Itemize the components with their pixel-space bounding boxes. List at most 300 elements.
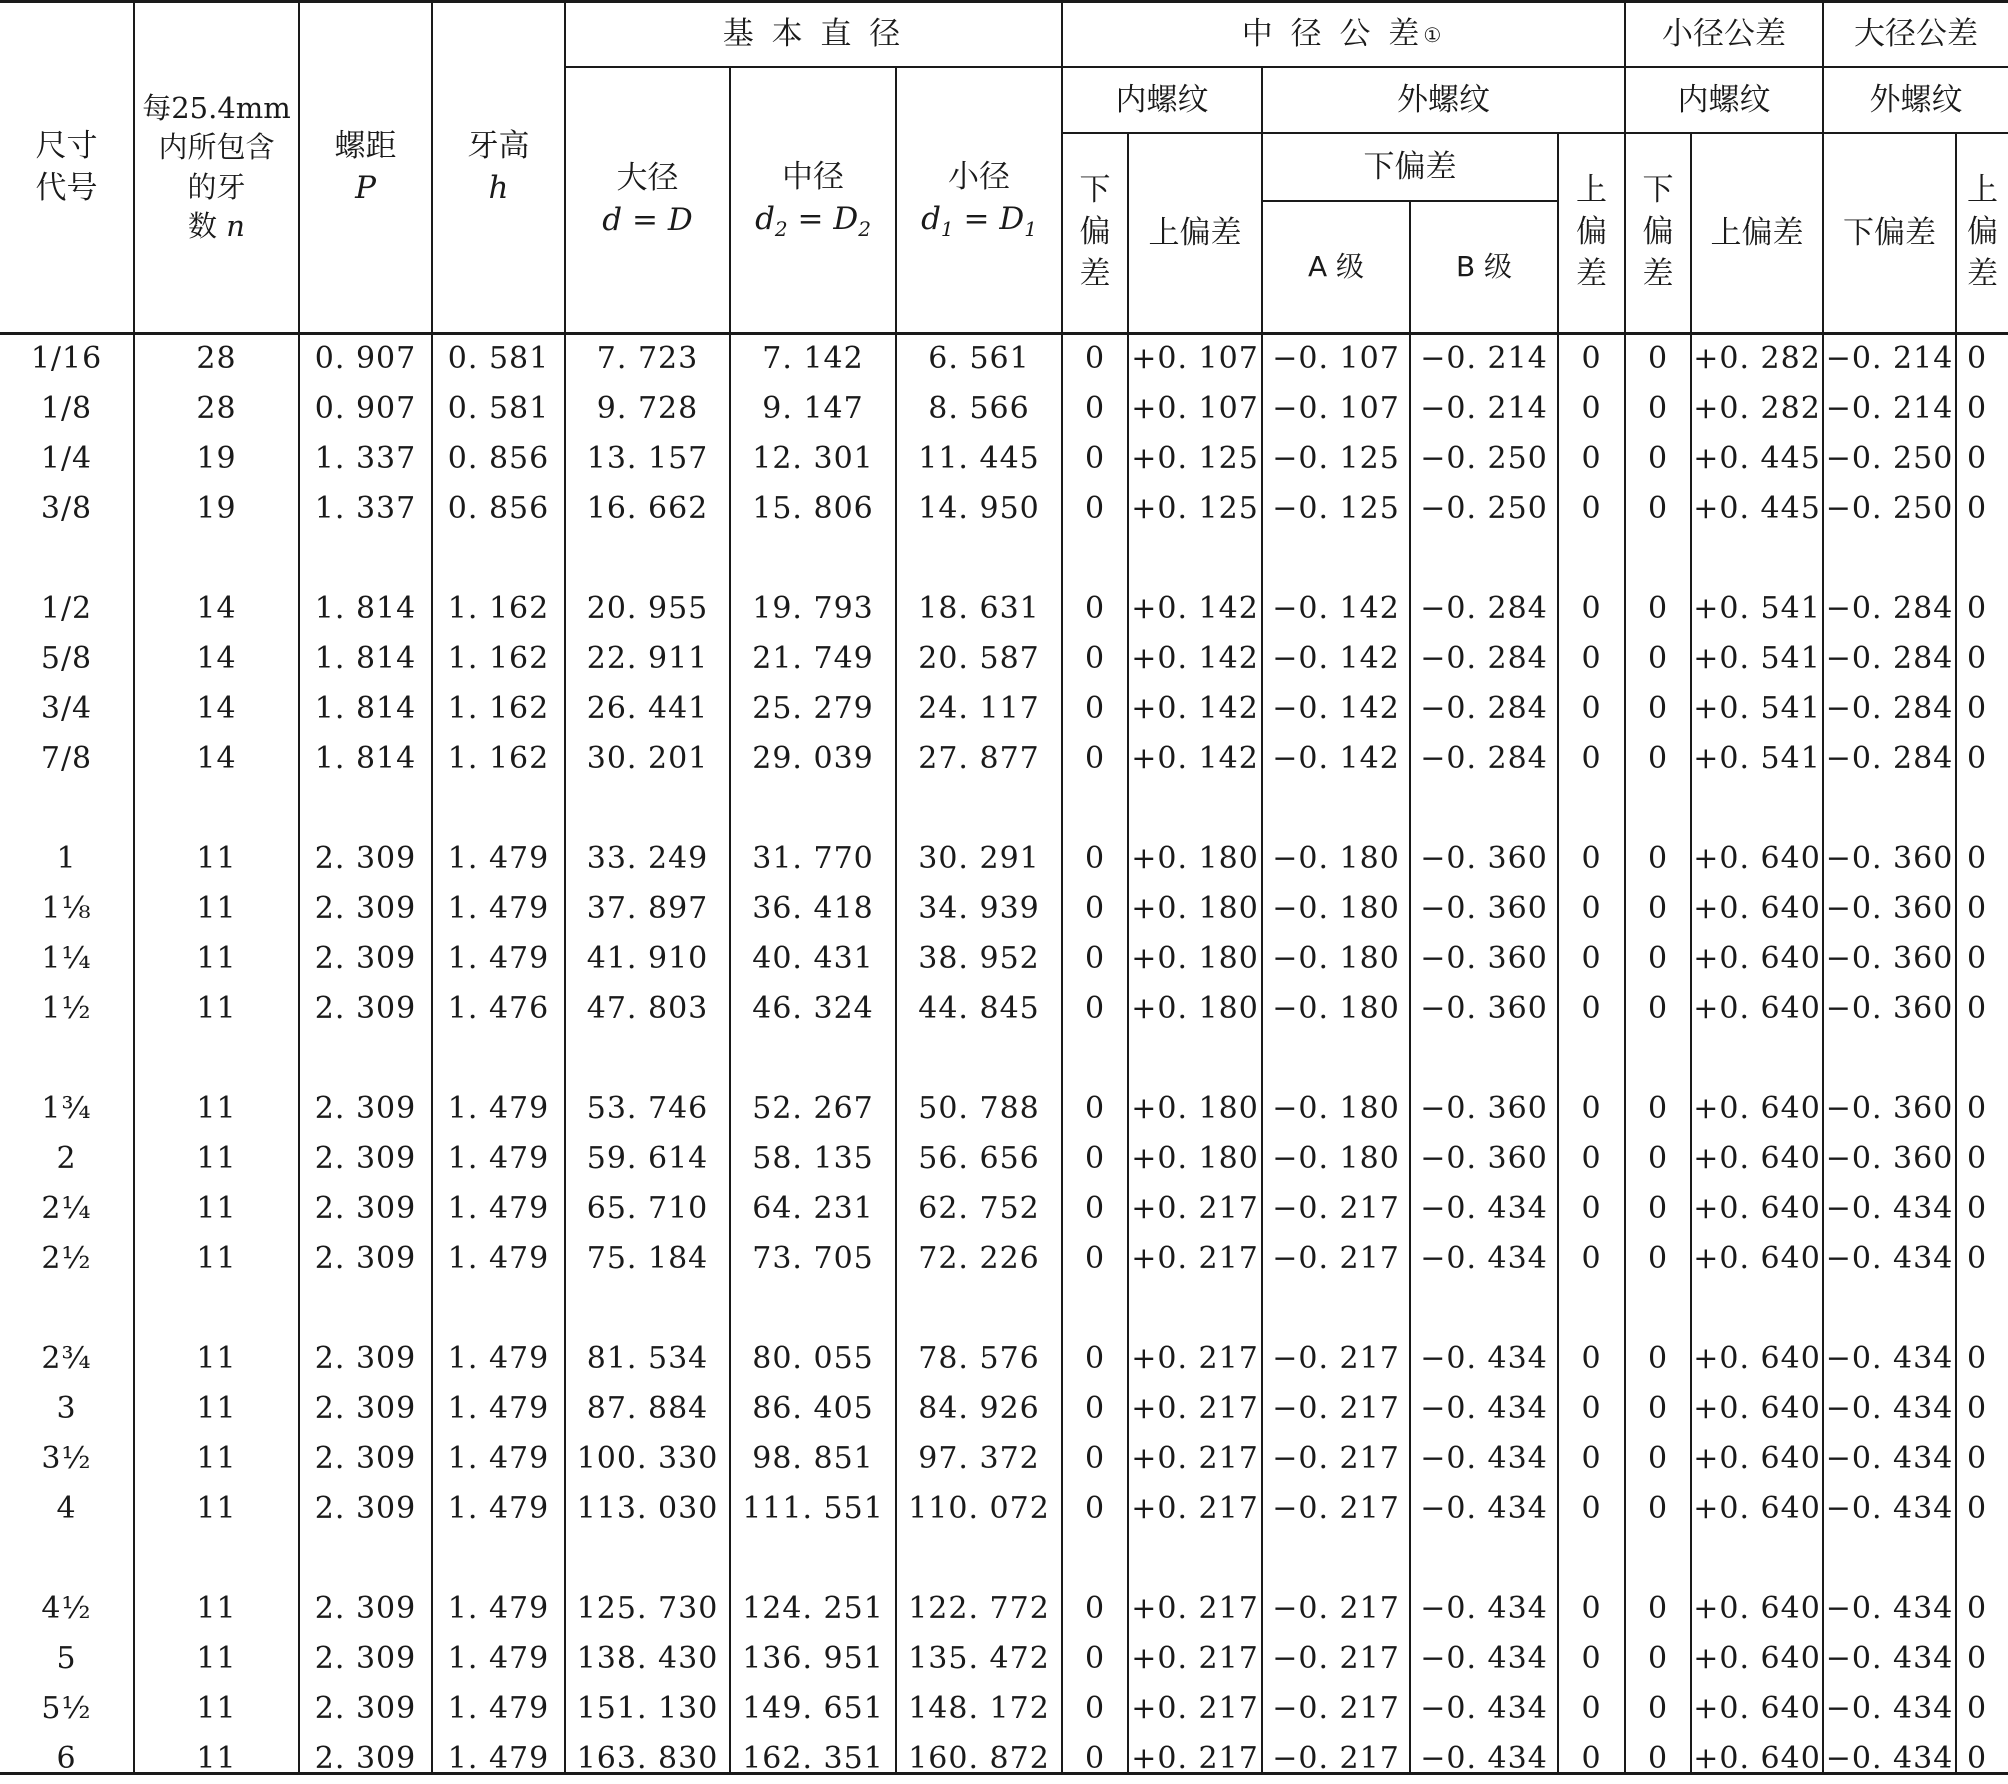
header-pt-internal: 内螺纹 — [1115, 81, 1209, 118]
cell-threads-per-inch: 28 — [196, 341, 237, 376]
cell-pitch-diameter: 36. 418 — [752, 891, 874, 926]
cell-pt-ext-lower-a: −0. 217 — [1272, 1491, 1400, 1526]
cell-minor-lower: 0 — [1647, 641, 1669, 676]
cell-minor-diameter: 30. 291 — [918, 841, 1040, 876]
cell-size-code: 5 — [56, 1641, 77, 1676]
cell-size-code: 1 — [56, 841, 77, 876]
cell-major-upper: 0 — [1967, 1391, 1988, 1426]
cell-pt-int-upper: +0. 217 — [1131, 1741, 1259, 1776]
cell-minor-upper: +0. 282 — [1693, 391, 1821, 426]
cell-pitch-diameter: 64. 231 — [752, 1191, 874, 1226]
cell-major-upper: 0 — [1967, 991, 1988, 1026]
cell-pt-int-lower: 0 — [1084, 1441, 1106, 1476]
cell-major-diameter: 37. 897 — [586, 891, 709, 926]
cell-minor-diameter: 38. 952 — [918, 941, 1040, 976]
cell-thread-height: 1. 479 — [447, 1091, 550, 1126]
cell-pt-ext-lower-a: −0. 180 — [1272, 841, 1400, 876]
cell-thread-height: 1. 479 — [447, 1441, 550, 1476]
cell-major-lower: −0. 284 — [1825, 691, 1954, 726]
cell-pt-int-upper: +0. 217 — [1131, 1191, 1259, 1226]
cell-pt-ext-upper: 0 — [1581, 1641, 1602, 1676]
cell-pitch: 1. 814 — [314, 741, 417, 776]
cell-pt-int-upper: +0. 217 — [1131, 1691, 1259, 1726]
cell-threads-per-inch: 11 — [196, 1591, 237, 1626]
cell-thread-height: 1. 479 — [447, 1141, 550, 1176]
cell-minor-lower: 0 — [1647, 1441, 1669, 1476]
cell-minor-diameter: 50. 788 — [918, 1091, 1040, 1126]
cell-minor-lower: 0 — [1647, 691, 1669, 726]
header-pitch-tolerance: 中 径 公 差 ① — [1241, 16, 1446, 53]
cell-major-diameter: 16. 662 — [586, 491, 709, 526]
cell-pitch-diameter: 29. 039 — [752, 741, 874, 776]
cell-pt-ext-lower-b: −0. 284 — [1420, 691, 1548, 726]
cell-thread-height: 1. 479 — [447, 1741, 550, 1776]
header-grade-b: B 级 — [1455, 249, 1513, 283]
cell-pt-int-upper: +0. 180 — [1131, 1091, 1259, 1126]
cell-size-code: 2½ — [41, 1241, 92, 1276]
cell-major-diameter: 59. 614 — [586, 1141, 709, 1176]
cell-pt-int-lower: 0 — [1084, 1341, 1106, 1376]
cell-threads-per-inch: 11 — [196, 891, 237, 926]
cell-pt-ext-lower-b: −0. 360 — [1420, 941, 1548, 976]
header-grade-a: A 级 — [1307, 249, 1365, 283]
cell-pt-int-lower: 0 — [1084, 641, 1106, 676]
cell-pitch: 1. 814 — [314, 591, 417, 626]
cell-thread-height: 1. 479 — [447, 1491, 550, 1526]
cell-major-diameter: 47. 803 — [586, 991, 709, 1026]
footnote-mark: ① — [1423, 22, 1446, 47]
cell-pt-ext-lower-a: −0. 217 — [1272, 1241, 1400, 1276]
header-pt-external: 外螺纹 — [1397, 81, 1490, 118]
cell-minor-upper: +0. 640 — [1693, 1691, 1821, 1726]
cell-minor-upper: +0. 640 — [1693, 1641, 1821, 1676]
cell-minor-diameter: 148. 172 — [908, 1691, 1050, 1726]
cell-major-diameter: 30. 201 — [586, 741, 709, 776]
cell-pitch: 2. 309 — [314, 1641, 417, 1676]
cell-threads-per-inch: 11 — [196, 991, 237, 1026]
cell-size-code: 3½ — [41, 1441, 92, 1476]
cell-minor-upper: +0. 640 — [1693, 1441, 1821, 1476]
cell-major-lower: −0. 434 — [1825, 1641, 1954, 1676]
cell-threads-per-inch: 11 — [196, 1141, 237, 1176]
cell-pt-ext-lower-b: −0. 434 — [1420, 1741, 1548, 1776]
cell-pt-ext-upper: 0 — [1581, 1141, 1602, 1176]
cell-pitch-diameter: 12. 301 — [752, 441, 874, 476]
header-major-upper: 上 偏 差 — [1967, 172, 1998, 292]
cell-minor-diameter: 62. 752 — [918, 1191, 1040, 1226]
cell-pt-int-lower: 0 — [1084, 591, 1106, 626]
cell-pt-ext-upper: 0 — [1581, 591, 1602, 626]
cell-pt-int-lower: 0 — [1084, 1591, 1106, 1626]
cell-major-lower: −0. 284 — [1825, 591, 1954, 626]
cell-thread-height: 1. 479 — [447, 1591, 550, 1626]
cell-minor-lower: 0 — [1647, 1341, 1669, 1376]
cell-pitch-diameter: 136. 951 — [742, 1641, 884, 1676]
cell-size-code: 1¾ — [41, 1091, 92, 1126]
cell-size-code: 2 — [56, 1141, 77, 1176]
header-major-external: 外螺纹 — [1869, 81, 1963, 118]
cell-size-code: 3/8 — [40, 491, 93, 526]
header-pt-ext-lower: 下偏差 — [1363, 148, 1457, 185]
cell-major-upper: 0 — [1967, 1241, 1988, 1276]
cell-pt-int-upper: +0. 217 — [1131, 1641, 1259, 1676]
cell-minor-lower: 0 — [1647, 841, 1669, 876]
cell-threads-per-inch: 11 — [196, 841, 237, 876]
header-major-tolerance: 大径公差 — [1854, 16, 1978, 53]
cell-pt-ext-lower-a: −0. 217 — [1272, 1641, 1400, 1676]
cell-pitch: 2. 309 — [314, 991, 417, 1026]
cell-pt-ext-upper: 0 — [1581, 341, 1602, 376]
cell-pt-ext-upper: 0 — [1581, 1241, 1602, 1276]
cell-pt-int-upper: +0. 142 — [1131, 641, 1259, 676]
cell-pt-int-upper: +0. 217 — [1131, 1591, 1259, 1626]
cell-pt-ext-lower-a: −0. 180 — [1272, 1091, 1400, 1126]
cell-pitch-diameter: 21. 749 — [752, 641, 874, 676]
cell-minor-upper: +0. 640 — [1693, 1591, 1821, 1626]
cell-pitch: 2. 309 — [314, 1591, 417, 1626]
header-basic-diameter: 基 本 直 径 — [722, 16, 905, 53]
header-pt-int-upper: 上偏差 — [1148, 214, 1242, 251]
cell-major-lower: −0. 434 — [1825, 1241, 1954, 1276]
cell-size-code: 3/4 — [40, 691, 93, 726]
cell-pt-ext-lower-b: −0. 360 — [1420, 841, 1548, 876]
cell-major-diameter: 22. 911 — [586, 641, 709, 676]
cell-major-diameter: 20. 955 — [586, 591, 709, 626]
cell-threads-per-inch: 28 — [196, 391, 237, 426]
cell-threads-per-inch: 14 — [196, 691, 237, 726]
cell-pt-ext-upper: 0 — [1581, 1391, 1602, 1426]
cell-pt-ext-lower-a: −0. 107 — [1272, 341, 1400, 376]
cell-pitch: 2. 309 — [314, 841, 417, 876]
cell-size-code: 2¼ — [41, 1191, 92, 1226]
cell-pitch: 2. 309 — [314, 1691, 417, 1726]
cell-major-upper: 0 — [1967, 591, 1988, 626]
header-minor-lower: 下 偏 差 — [1642, 172, 1674, 292]
cell-pt-int-lower: 0 — [1084, 991, 1106, 1026]
cell-minor-diameter: 97. 372 — [918, 1441, 1040, 1476]
cell-minor-upper: +0. 640 — [1693, 1141, 1821, 1176]
header-threads-per-inch: 每25.4mm 内所包含 的牙 数 n — [142, 91, 291, 243]
cell-minor-lower: 0 — [1647, 941, 1669, 976]
cell-threads-per-inch: 14 — [196, 741, 237, 776]
cell-minor-lower: 0 — [1647, 1191, 1669, 1226]
cell-pt-ext-lower-b: −0. 434 — [1420, 1391, 1548, 1426]
cell-pt-int-upper: +0. 125 — [1131, 491, 1259, 526]
cell-pt-int-upper: +0. 180 — [1131, 891, 1259, 926]
cell-pt-ext-upper: 0 — [1581, 841, 1602, 876]
cell-major-upper: 0 — [1967, 1191, 1988, 1226]
cell-major-diameter: 138. 430 — [576, 1641, 719, 1676]
cell-minor-upper: +0. 640 — [1693, 1241, 1821, 1276]
cell-pt-ext-lower-a: −0. 125 — [1272, 491, 1400, 526]
cell-major-upper: 0 — [1967, 691, 1988, 726]
cell-minor-upper: +0. 541 — [1693, 691, 1821, 726]
header-major-lower: 下偏差 — [1843, 214, 1936, 251]
cell-pitch-diameter: 124. 251 — [742, 1591, 884, 1626]
cell-minor-lower: 0 — [1647, 441, 1669, 476]
cell-minor-upper: +0. 640 — [1693, 1491, 1821, 1526]
cell-minor-lower: 0 — [1647, 1241, 1669, 1276]
cell-minor-lower: 0 — [1647, 1641, 1669, 1676]
cell-major-lower: −0. 214 — [1825, 391, 1954, 426]
cell-pt-ext-lower-a: −0. 217 — [1272, 1591, 1400, 1626]
cell-major-upper: 0 — [1967, 1341, 1988, 1376]
cell-minor-lower: 0 — [1647, 391, 1669, 426]
cell-pitch: 2. 309 — [314, 1241, 417, 1276]
cell-pt-int-lower: 0 — [1084, 391, 1106, 426]
cell-minor-upper: +0. 640 — [1693, 1191, 1821, 1226]
cell-thread-height: 1. 479 — [447, 1691, 550, 1726]
cell-pitch: 1. 337 — [314, 491, 417, 526]
cell-minor-diameter: 44. 845 — [918, 991, 1040, 1026]
cell-pt-int-lower: 0 — [1084, 1091, 1106, 1126]
cell-pt-ext-upper: 0 — [1581, 1091, 1602, 1126]
cell-pt-ext-lower-b: −0. 250 — [1420, 441, 1548, 476]
cell-pt-ext-lower-a: −0. 217 — [1272, 1691, 1400, 1726]
cell-pt-ext-lower-a: −0. 180 — [1272, 891, 1400, 926]
cell-pitch-diameter: 80. 055 — [752, 1341, 874, 1376]
cell-pt-ext-lower-b: −0. 360 — [1420, 991, 1548, 1026]
cell-size-code: 1½ — [41, 991, 92, 1026]
cell-minor-lower: 0 — [1647, 591, 1669, 626]
cell-pitch-diameter: 149. 651 — [742, 1691, 884, 1726]
cell-pt-ext-lower-a: −0. 217 — [1272, 1741, 1400, 1776]
cell-size-code: 1/2 — [40, 591, 93, 626]
cell-pitch: 1. 814 — [314, 641, 417, 676]
cell-pt-ext-lower-a: −0. 142 — [1272, 691, 1400, 726]
cell-major-upper: 0 — [1967, 1591, 1988, 1626]
cell-pitch-diameter: 111. 551 — [742, 1491, 884, 1526]
cell-major-upper: 0 — [1967, 841, 1988, 876]
cell-pt-ext-upper: 0 — [1581, 641, 1602, 676]
cell-minor-diameter: 20. 587 — [918, 641, 1040, 676]
cell-major-upper: 0 — [1967, 1691, 1988, 1726]
header-minor-upper: 上偏差 — [1710, 214, 1804, 251]
cell-major-diameter: 151. 130 — [576, 1691, 719, 1726]
cell-minor-diameter: 78. 576 — [918, 1341, 1040, 1376]
cell-pt-int-upper: +0. 180 — [1131, 991, 1259, 1026]
cell-major-lower: −0. 360 — [1825, 991, 1954, 1026]
cell-major-lower: −0. 360 — [1825, 1141, 1954, 1176]
cell-size-code: 7/8 — [40, 741, 93, 776]
cell-major-diameter: 87. 884 — [586, 1391, 709, 1426]
cell-pt-ext-lower-b: −0. 434 — [1420, 1241, 1548, 1276]
cell-pitch-diameter: 9. 147 — [762, 391, 864, 426]
cell-pt-ext-lower-b: −0. 250 — [1420, 491, 1548, 526]
cell-size-code: 1¼ — [41, 941, 92, 976]
cell-minor-lower: 0 — [1647, 741, 1669, 776]
cell-major-diameter: 100. 330 — [576, 1441, 719, 1476]
cell-pt-int-lower: 0 — [1084, 941, 1106, 976]
cell-pt-ext-lower-b: −0. 434 — [1420, 1691, 1548, 1726]
cell-size-code: 1/8 — [40, 391, 93, 426]
cell-minor-diameter: 84. 926 — [918, 1391, 1040, 1426]
cell-pt-int-upper: +0. 217 — [1131, 1341, 1259, 1376]
cell-pt-int-lower: 0 — [1084, 1241, 1106, 1276]
cell-major-lower: −0. 360 — [1825, 891, 1954, 926]
cell-threads-per-inch: 14 — [196, 591, 237, 626]
cell-minor-diameter: 11. 445 — [918, 441, 1040, 476]
cell-minor-upper: +0. 541 — [1693, 641, 1821, 676]
cell-pt-ext-lower-a: −0. 217 — [1272, 1191, 1400, 1226]
cell-pitch-diameter: 31. 770 — [752, 841, 874, 876]
cell-pt-ext-upper: 0 — [1581, 491, 1602, 526]
cell-pt-int-lower: 0 — [1084, 1141, 1106, 1176]
cell-thread-height: 0. 581 — [447, 391, 550, 426]
cell-threads-per-inch: 11 — [196, 1091, 237, 1126]
cell-pt-int-upper: +0. 142 — [1131, 691, 1259, 726]
cell-major-lower: −0. 434 — [1825, 1691, 1954, 1726]
cell-minor-upper: +0. 445 — [1693, 491, 1821, 526]
cell-major-lower: −0. 284 — [1825, 641, 1954, 676]
cell-pt-ext-lower-a: −0. 180 — [1272, 991, 1400, 1026]
cell-threads-per-inch: 11 — [196, 1341, 237, 1376]
cell-pt-ext-lower-b: −0. 284 — [1420, 591, 1548, 626]
cell-minor-upper: +0. 640 — [1693, 841, 1821, 876]
cell-pt-ext-lower-a: −0. 180 — [1272, 1141, 1400, 1176]
cell-thread-height: 1. 479 — [447, 941, 550, 976]
cell-pitch: 2. 309 — [314, 1391, 417, 1426]
cell-pitch-diameter: 7. 142 — [762, 341, 864, 376]
cell-pt-int-lower: 0 — [1084, 1691, 1106, 1726]
cell-thread-height: 1. 162 — [447, 741, 550, 776]
cell-pt-ext-lower-b: −0. 284 — [1420, 641, 1548, 676]
cell-pt-int-lower: 0 — [1084, 891, 1106, 926]
cell-minor-diameter: 160. 872 — [908, 1741, 1050, 1776]
cell-pt-ext-lower-b: −0. 434 — [1420, 1641, 1548, 1676]
cell-pitch: 2. 309 — [314, 1091, 417, 1126]
cell-threads-per-inch: 11 — [196, 1691, 237, 1726]
cell-thread-height: 1. 479 — [447, 1241, 550, 1276]
cell-minor-diameter: 135. 472 — [908, 1641, 1050, 1676]
cell-major-upper: 0 — [1967, 1441, 1988, 1476]
cell-thread-height: 1. 162 — [447, 691, 550, 726]
cell-minor-lower: 0 — [1647, 1141, 1669, 1176]
cell-pt-ext-lower-a: −0. 142 — [1272, 641, 1400, 676]
cell-minor-diameter: 18. 631 — [918, 591, 1040, 626]
cell-pt-ext-upper: 0 — [1581, 1491, 1602, 1526]
cell-major-diameter: 7. 723 — [596, 341, 699, 376]
cell-major-lower: −0. 250 — [1825, 491, 1954, 526]
cell-pitch-diameter: 73. 705 — [752, 1241, 874, 1276]
cell-pt-ext-lower-b: −0. 434 — [1420, 1191, 1548, 1226]
cell-major-diameter: 81. 534 — [586, 1341, 709, 1376]
cell-threads-per-inch: 11 — [196, 1641, 237, 1676]
cell-pt-ext-upper: 0 — [1581, 1191, 1602, 1226]
cell-minor-diameter: 110. 072 — [908, 1491, 1050, 1526]
cell-pitch: 2. 309 — [314, 891, 417, 926]
cell-minor-upper: +0. 541 — [1693, 591, 1821, 626]
cell-major-diameter: 33. 249 — [586, 841, 709, 876]
cell-pitch: 0. 907 — [314, 391, 417, 426]
cell-major-upper: 0 — [1967, 1141, 1988, 1176]
cell-size-code: 6 — [56, 1741, 77, 1776]
cell-pt-ext-lower-b: −0. 434 — [1420, 1341, 1548, 1376]
cell-major-upper: 0 — [1967, 1491, 1988, 1526]
cell-size-code: 1⅛ — [41, 891, 92, 926]
cell-pt-ext-lower-b: −0. 360 — [1420, 1091, 1548, 1126]
cell-pitch: 2. 309 — [314, 1741, 417, 1776]
header-size-code: 尺寸 代号 — [35, 127, 98, 206]
cell-major-upper: 0 — [1967, 1741, 1988, 1776]
cell-threads-per-inch: 19 — [196, 441, 237, 476]
cell-minor-diameter: 72. 226 — [918, 1241, 1040, 1276]
cell-pt-ext-lower-a: −0. 217 — [1272, 1441, 1400, 1476]
cell-threads-per-inch: 11 — [196, 1441, 237, 1476]
cell-minor-diameter: 8. 566 — [928, 391, 1030, 426]
cell-major-diameter: 75. 184 — [586, 1241, 709, 1276]
cell-thread-height: 1. 479 — [447, 1341, 550, 1376]
cell-minor-lower: 0 — [1647, 341, 1669, 376]
cell-major-diameter: 163. 830 — [576, 1741, 719, 1776]
cell-pt-ext-lower-a: −0. 217 — [1272, 1391, 1400, 1426]
cell-pt-ext-lower-a: −0. 217 — [1272, 1341, 1400, 1376]
cell-major-upper: 0 — [1967, 641, 1988, 676]
cell-pt-int-upper: +0. 142 — [1131, 741, 1259, 776]
cell-minor-lower: 0 — [1647, 991, 1669, 1026]
cell-thread-height: 0. 856 — [447, 441, 550, 476]
cell-pt-ext-lower-b: −0. 284 — [1420, 741, 1548, 776]
cell-minor-diameter: 34. 939 — [918, 891, 1040, 926]
cell-major-diameter: 113. 030 — [576, 1491, 719, 1526]
cell-minor-upper: +0. 640 — [1693, 1341, 1821, 1376]
cell-pt-ext-lower-a: −0. 107 — [1272, 391, 1400, 426]
header-pt-ext-upper: 上 偏 差 — [1576, 172, 1607, 292]
cell-thread-height: 0. 581 — [447, 341, 550, 376]
cell-minor-lower: 0 — [1647, 1691, 1669, 1726]
cell-minor-diameter: 56. 656 — [918, 1141, 1040, 1176]
cell-minor-upper: +0. 445 — [1693, 441, 1821, 476]
cell-major-lower: −0. 214 — [1825, 341, 1954, 376]
header-major-diameter: 大径 d = D — [602, 160, 693, 238]
cell-major-upper: 0 — [1967, 341, 1988, 376]
header-pt-int-lower: 下 偏 差 — [1079, 172, 1111, 292]
cell-size-code: 1/16 — [30, 341, 103, 376]
cell-pitch: 2. 309 — [314, 1491, 417, 1526]
cell-pt-int-upper: +0. 180 — [1131, 941, 1259, 976]
cell-thread-height: 1. 476 — [447, 991, 550, 1026]
cell-pt-ext-upper: 0 — [1581, 941, 1602, 976]
cell-pitch-diameter: 162. 351 — [742, 1741, 884, 1776]
cell-pitch: 2. 309 — [314, 941, 417, 976]
cell-thread-height: 1. 479 — [447, 891, 550, 926]
cell-thread-height: 1. 479 — [447, 1391, 550, 1426]
cell-size-code: 4½ — [41, 1591, 92, 1626]
cell-pt-ext-upper: 0 — [1581, 1591, 1602, 1626]
cell-threads-per-inch: 14 — [196, 641, 237, 676]
cell-minor-diameter: 24. 117 — [918, 691, 1040, 726]
cell-major-diameter: 125. 730 — [576, 1591, 719, 1626]
cell-major-diameter: 9. 728 — [596, 391, 699, 426]
cell-major-lower: −0. 434 — [1825, 1741, 1954, 1776]
cell-pt-ext-upper: 0 — [1581, 1691, 1602, 1726]
cell-pt-int-upper: +0. 217 — [1131, 1391, 1259, 1426]
cell-threads-per-inch: 11 — [196, 1741, 237, 1776]
cell-major-upper: 0 — [1967, 891, 1988, 926]
cell-major-lower: −0. 434 — [1825, 1341, 1954, 1376]
cell-major-diameter: 53. 746 — [586, 1091, 709, 1126]
cell-pt-ext-upper: 0 — [1581, 891, 1602, 926]
cell-minor-lower: 0 — [1647, 1591, 1669, 1626]
header-minor-diameter: 小径 $d_1 = D_1$ — [921, 158, 1037, 242]
cell-pt-ext-upper: 0 — [1581, 441, 1602, 476]
header-minor-tolerance: 小径公差 — [1662, 16, 1786, 53]
header-pitch-diameter: 中径 $d_2 = D_2$ — [755, 158, 871, 242]
cell-thread-height: 1. 479 — [447, 841, 550, 876]
cell-threads-per-inch: 11 — [196, 941, 237, 976]
cell-pt-ext-lower-b: −0. 434 — [1420, 1441, 1548, 1476]
cell-pt-int-upper: +0. 217 — [1131, 1441, 1259, 1476]
